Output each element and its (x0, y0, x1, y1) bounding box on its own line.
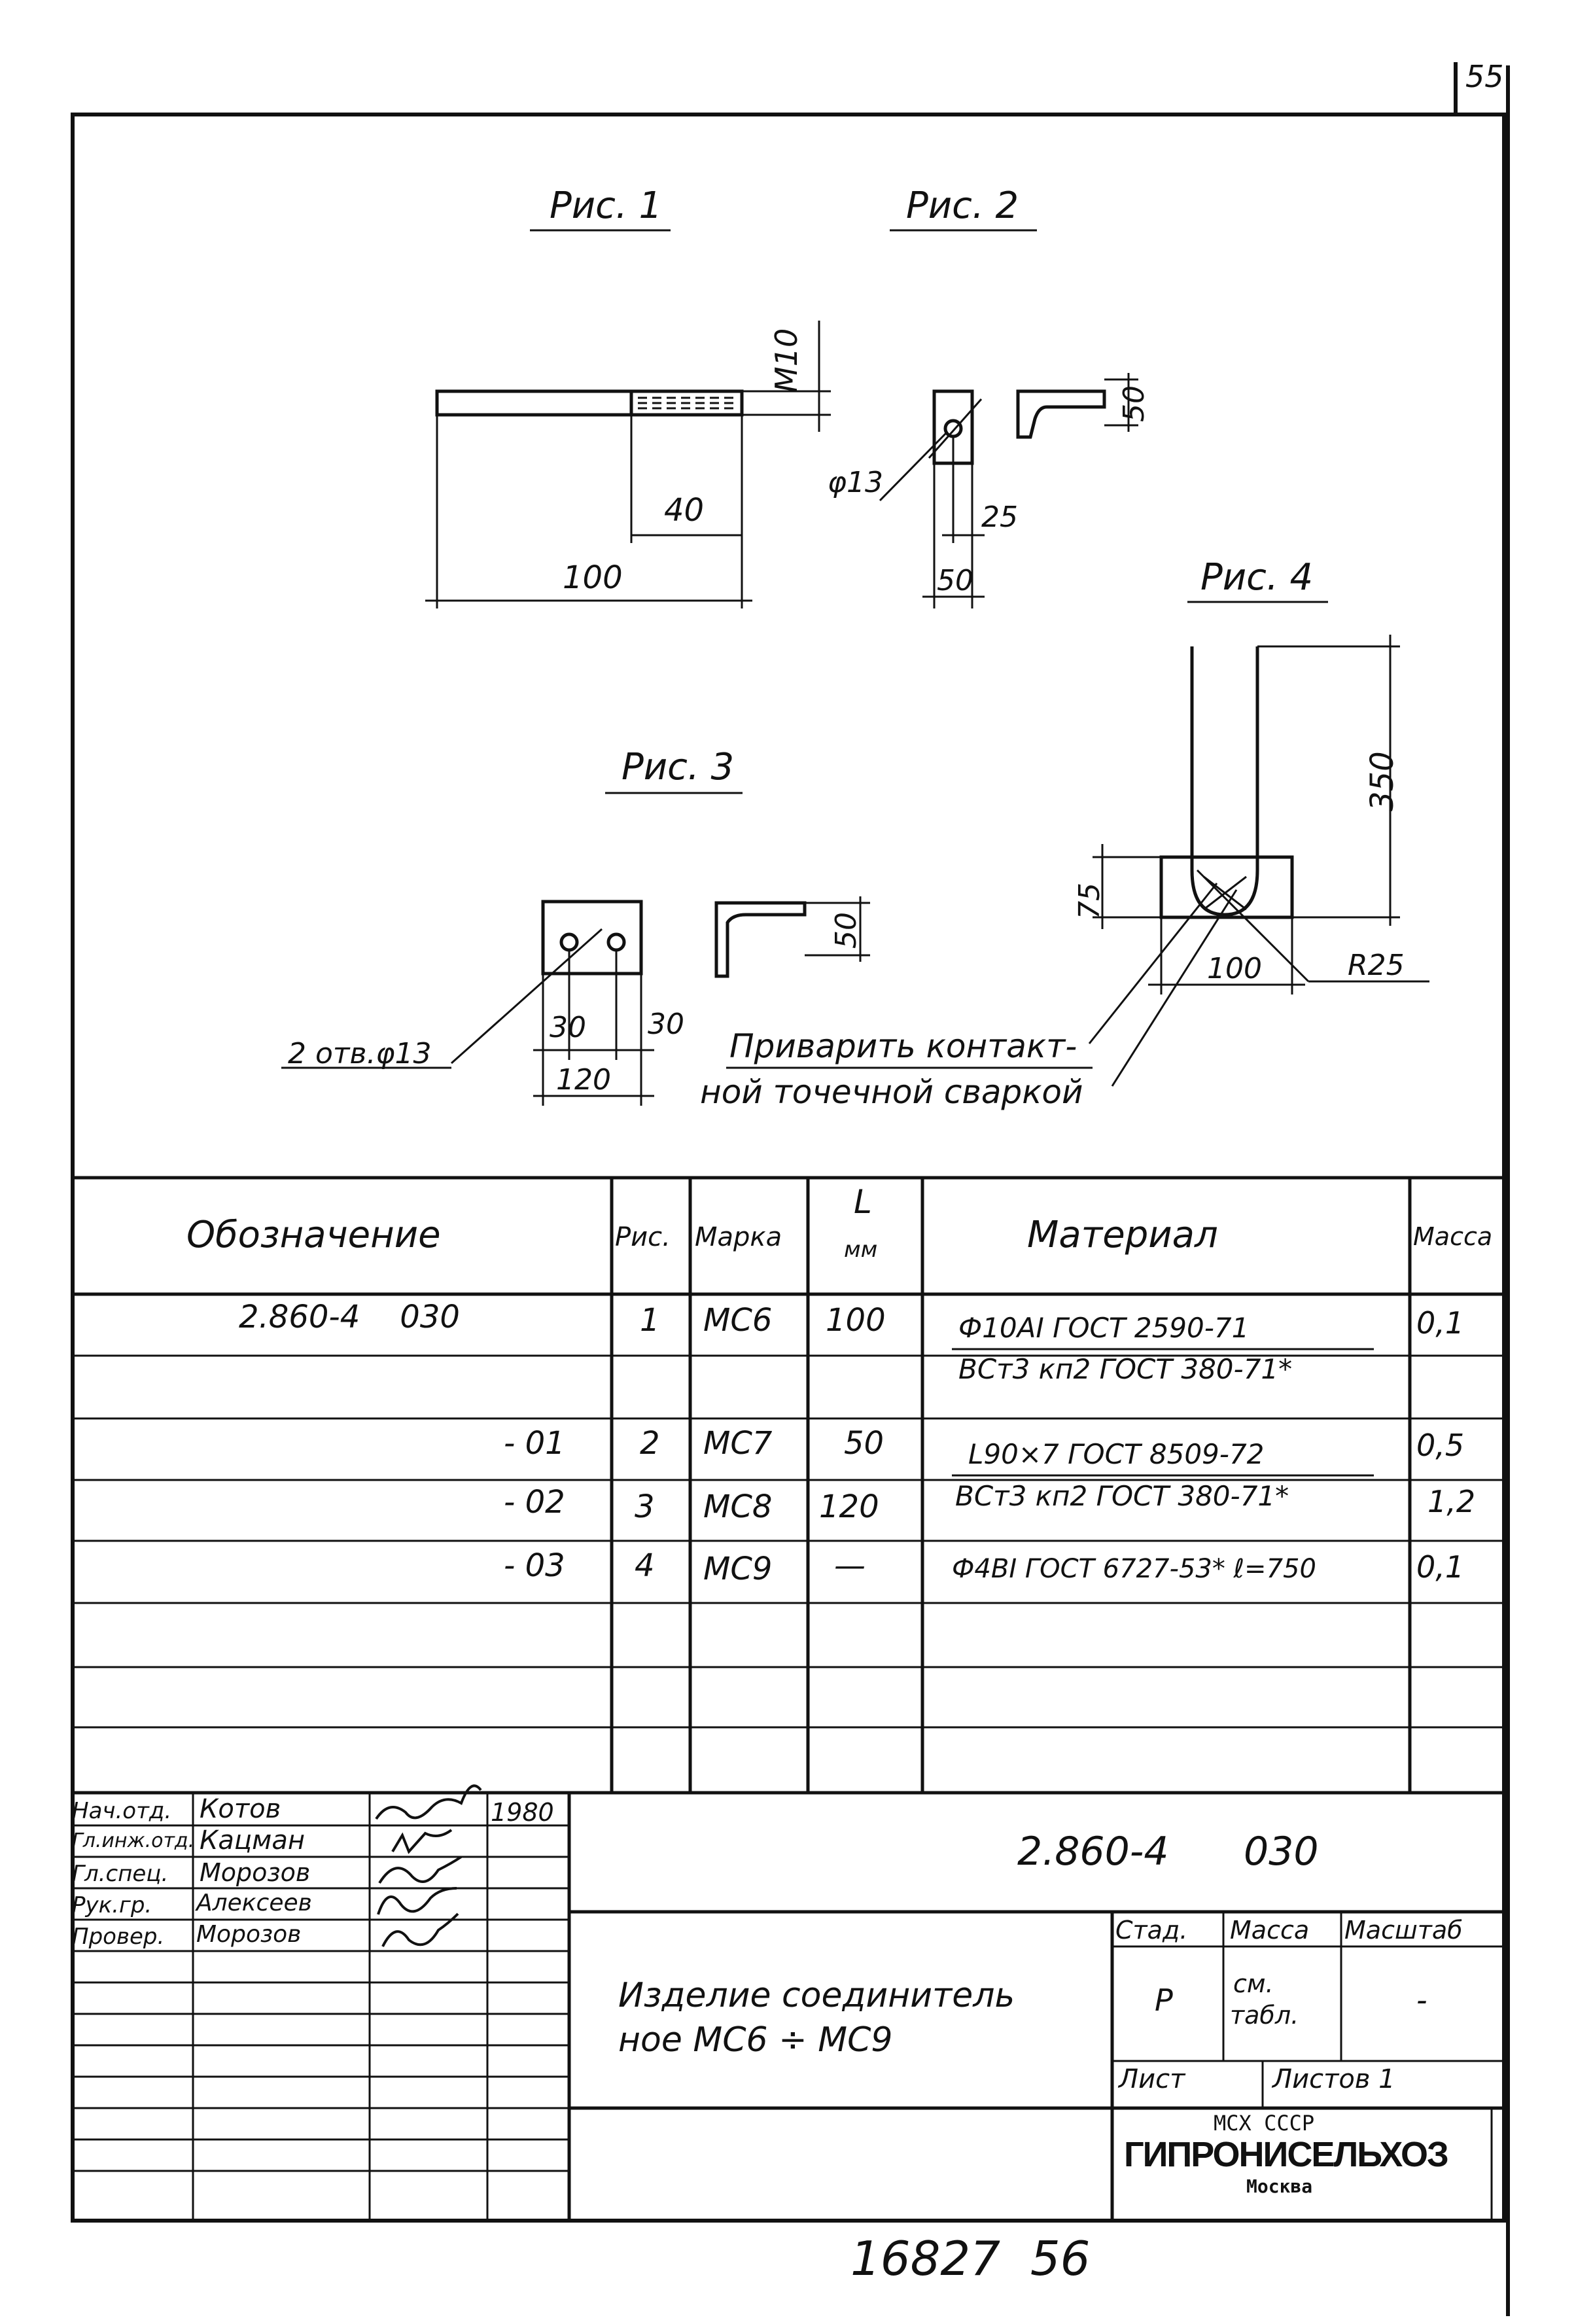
fig1-dim-length: 100 (563, 559, 623, 596)
row3-material: ВСт3 кп2 ГОСТ 380-71* (955, 1480, 1289, 1512)
role-0: Нач.отд. (72, 1798, 172, 1824)
row4-mark: МС9 (703, 1551, 773, 1587)
fig3-title: Рис. 3 (621, 746, 735, 788)
fig1-dim-thread: 40 (664, 492, 705, 529)
role-2: Гл.спец. (72, 1861, 169, 1887)
row3-mass: 1,2 (1427, 1484, 1476, 1519)
fig4-dim-75: 75 (1073, 883, 1106, 919)
name-3: Алексеев (196, 1890, 312, 1916)
row1-fig: 1 (640, 1302, 660, 1339)
fig1-thread-label: M10 (769, 328, 804, 393)
name-2: Морозов (200, 1858, 311, 1887)
row1-mass: 0,1 (1416, 1305, 1465, 1341)
org-line3: Москва (1246, 2175, 1313, 2197)
row1-designation: 2.860-4 030 (239, 1299, 460, 1335)
row2-fig: 2 (640, 1425, 660, 1462)
row1-length: 100 (826, 1302, 886, 1339)
page-number: 55 (1465, 59, 1504, 94)
row3-designation: - 02 (504, 1484, 565, 1521)
name-4: Морозов (196, 1921, 302, 1948)
row3-fig: 3 (635, 1488, 655, 1525)
fig4-dim-width: 100 (1207, 952, 1262, 985)
role-1: Гл.инж.отд. (72, 1829, 195, 1852)
handwritten-signatures (376, 1786, 481, 1946)
footer-number: 16827 56 (850, 2231, 1091, 2286)
header-fig: Рис. (615, 1222, 671, 1252)
role-3: Рук.гр. (72, 1892, 152, 1918)
fig4-radius: R25 (1348, 949, 1405, 982)
row2-length: 50 (844, 1425, 884, 1462)
fig2-hole-label: φ13 (828, 466, 884, 499)
header-length: L (854, 1183, 872, 1221)
row3-length: 120 (819, 1488, 879, 1525)
fig2-title: Рис. 2 (906, 185, 1019, 227)
row3-mark: МС8 (703, 1488, 773, 1525)
fig4-dim-height: 350 (1364, 751, 1401, 811)
fig1-title: Рис. 1 (550, 185, 663, 227)
fig2-dim-25: 25 (981, 501, 1018, 534)
mass-label: Масса (1230, 1916, 1310, 1945)
doc-title-line1: Изделие соединитель (618, 1976, 1015, 2015)
fig3-holes-label: 2 отв.φ13 (288, 1037, 432, 1070)
fig3-dim-height: 50 (830, 912, 863, 949)
stage-label: Стад. (1115, 1916, 1188, 1945)
fig3-dim-a: 30 (550, 1011, 586, 1044)
fig2-dim-height: 50 (1117, 385, 1151, 422)
mass-value-2: табл. (1230, 2001, 1299, 2030)
fig3-dim-b: 30 (648, 1008, 684, 1041)
stage-value: Р (1155, 1982, 1173, 2018)
role-4: Провер. (72, 1924, 165, 1950)
row2-mass: 0,5 (1416, 1428, 1465, 1463)
row4-mass: 0,1 (1416, 1549, 1465, 1585)
header-designation: Обозначение (186, 1214, 441, 1256)
name-1: Кацман (200, 1825, 305, 1856)
doc-number: 2.860-4 030 (1017, 1829, 1319, 1875)
row2-material: L90×7 ГОСТ 8509-72 (968, 1438, 1265, 1470)
fig4-title: Рис. 4 (1200, 556, 1314, 599)
row1-mark: МС6 (703, 1302, 773, 1339)
row2-designation: - 01 (504, 1425, 565, 1462)
mass-value-1: см. (1233, 1969, 1274, 1998)
weld-note-line2: ной точечной сваркой (700, 1073, 1083, 1111)
name-0: Котов (200, 1794, 281, 1824)
org-line1: МСХ СССР (1214, 2111, 1315, 2136)
header-length-unit: мм (844, 1237, 878, 1263)
scale-label: Масштаб (1344, 1916, 1463, 1945)
row4-length: — (834, 1547, 866, 1584)
row4-fig: 4 (635, 1547, 655, 1584)
fig3-dim-width: 120 (556, 1063, 611, 1097)
signature-year: 1980 (491, 1798, 554, 1827)
row1-material-2: ВСт3 кп2 ГОСТ 380-71* (958, 1353, 1293, 1385)
header-material: Материал (1027, 1214, 1218, 1256)
row4-material: Ф4ВI ГОСТ 6727-53* ℓ=750 (952, 1554, 1316, 1584)
org-line2: ГИПРОНИСЕЛЬХОЗ (1124, 2135, 1448, 2174)
row4-designation: - 03 (504, 1547, 565, 1584)
header-mass: Масса (1413, 1222, 1493, 1251)
sheets-label: Листов 1 (1272, 2064, 1395, 2094)
fig2-dim-width: 50 (937, 564, 973, 597)
doc-title-line2: ное МС6 ÷ МС9 (618, 2020, 893, 2060)
scale-value: - (1416, 1982, 1427, 2018)
row2-mark: МС7 (703, 1425, 773, 1462)
sheet-label: Лист (1119, 2064, 1185, 2094)
row1-material-1: Ф10АI ГОСТ 2590-71 (958, 1312, 1250, 1344)
weld-note-line1: Приварить контакт- (729, 1027, 1077, 1065)
header-mark: Марка (695, 1222, 782, 1252)
